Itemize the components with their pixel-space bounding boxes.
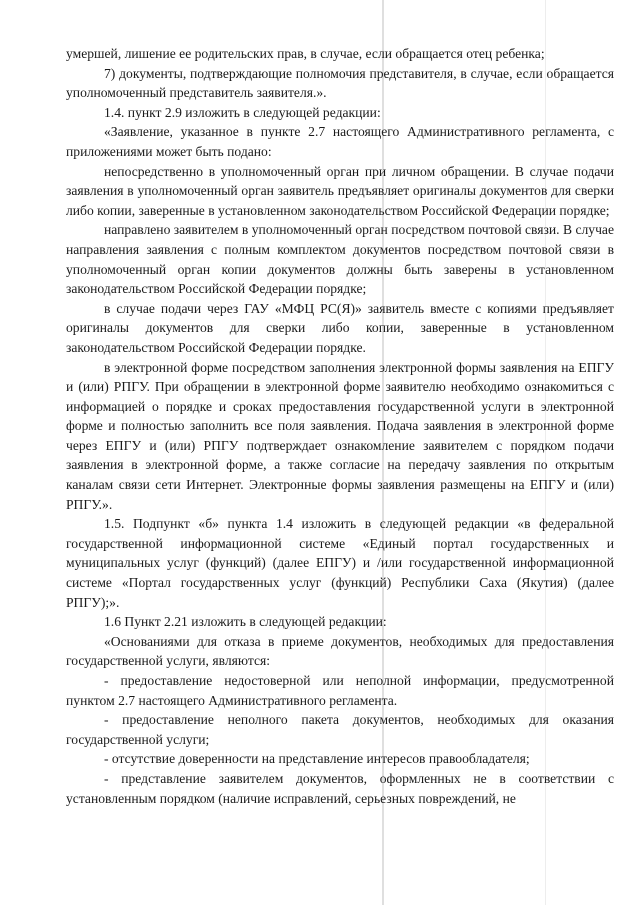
paragraph-5: непосредственно в уполномоченный орган при личном обращении. В случае подачи заявления в уполномоченный орган заявитель предъявляет оригиналы документов для сверки либо копии, заверенные в установленном законодательством Российской Федерации порядке;: [66, 163, 614, 218]
paragraph-3: 1.4. пункт 2.9 изложить в следующей редакции:: [104, 104, 381, 120]
paragraph-8: в электронной форме посредством заполнения электронной формы заявления на ЕПГУ и (или) РПГУ. При обращении в электронной форме заявителю необходимо ознакомиться с информацией о порядке и сроках предоставления государственной услуги в электронной форме и полностью заполнить все поля заявления. Подача заявления в электронной форме через ЕПГУ и (или) РПГУ подтверждает ознакомление заявителем с порядком подачи заявления в электронной форме, а также согласие на передачу заявления по открытым каналам связи сети Интернет. Электронные формы заявления размещены на ЕПГУ и (или) РПГУ.».: [66, 359, 614, 512]
paragraph-14: - отсутствие доверенности на представление интересов правообладателя;: [104, 751, 530, 767]
paragraph-10: 1.6 Пункт 2.21 изложить в следующей редакции:: [104, 614, 387, 630]
paragraph-1: умершей, лишение ее родительских прав, в случае, если обращается отец ребенка;: [66, 46, 545, 61]
paragraph-7: в случае подачи через ГАУ «МФЦ РС(Я)» заявитель вместе с копиями предъявляет оригиналы документов для сверки либо копии, заверенные в установленном законодательством Российской Федерации порядке.: [66, 300, 614, 355]
paragraph-2: 7) документы, подтверждающие полномочия представителя, в случае, если обращается уполномоченный представитель заявителя.».: [66, 65, 614, 101]
paragraph-12: - предоставление недостоверной или неполной информации, предусмотренной пунктом 2.7 настоящего Административного регламента.: [66, 673, 614, 708]
paragraph-15: - представление заявителем документов, оформленных не в соответствии с установленным порядком (наличие исправлений, серьезных повреждений, не: [66, 770, 614, 806]
paragraph-9: 1.5. Подпункт «б» пункта 1.4 изложить в следующей редакции «в федеральной государственной информационной системе «Единый портал государственных и муниципальных услуг (функций) (далее ЕПГУ) и /или государственной информационной системе «Портал государственных услуг (функций) Республики Саха (Якутия) (далее РПГУ);».: [66, 516, 614, 610]
paragraph-13: - предоставление неполного пакета документов, необходимых для оказания государственной услуги;: [66, 712, 614, 747]
paragraph-6: направлено заявителем в уполномоченный орган посредством почтовой связи. В случае направления заявления с полным комплектом документов посредством почтовой связи в уполномоченный орган копии документов должны быть заверены в установленном законодательством Российской Федерации порядке;: [66, 222, 614, 297]
paragraph-4: «Заявление, указанное в пункте 2.7 настоящего Административного регламента, с приложениями может быть подано:: [66, 124, 614, 159]
paragraph-11: «Основаниями для отказа в приеме документов, необходимых для предоставления государственной услуги, являются:: [66, 633, 614, 669]
